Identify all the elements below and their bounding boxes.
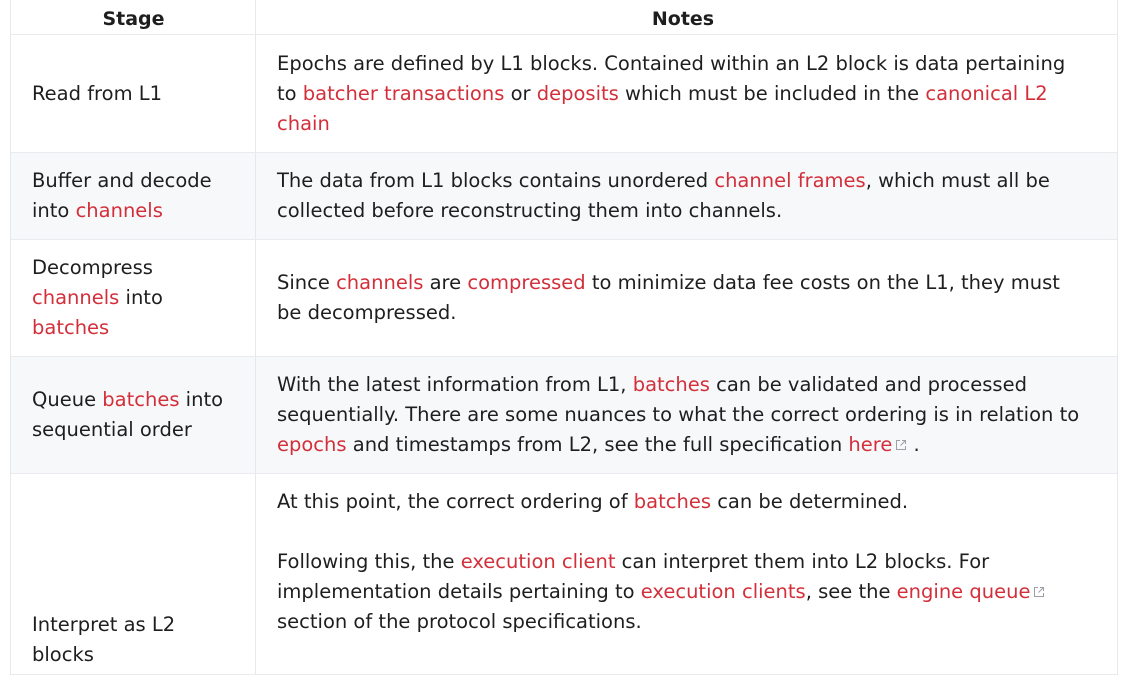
notes-paragraph bbox=[277, 268, 1089, 328]
table-row bbox=[11, 35, 1117, 153]
notes-paragraph bbox=[277, 370, 1089, 460]
stage-text bbox=[32, 385, 235, 445]
glossary-link[interactable]: batches bbox=[632, 373, 710, 396]
stage-cell bbox=[11, 240, 256, 356]
text-run: Decompress bbox=[32, 256, 153, 279]
notes-cell bbox=[256, 153, 1117, 239]
text-run: At this point, the correct ordering of bbox=[277, 490, 634, 513]
external-link-icon bbox=[1033, 586, 1045, 598]
text-run: , see the bbox=[805, 580, 897, 603]
text-run: Following this, the bbox=[277, 550, 461, 573]
external-link-wrapper[interactable] bbox=[897, 580, 1046, 603]
stage-cell bbox=[11, 35, 256, 152]
glossary-link[interactable]: canonical L2 chain bbox=[277, 81, 1048, 135]
notes-cell bbox=[256, 474, 1117, 637]
text-run: section of the protocol specifications. bbox=[277, 610, 642, 633]
notes-paragraph bbox=[277, 487, 1089, 517]
glossary-link[interactable]: batches bbox=[32, 316, 110, 339]
stage-text bbox=[32, 253, 235, 343]
text-run: Since bbox=[277, 271, 337, 294]
stage-text bbox=[32, 79, 162, 109]
text-run: Interpret as L2 blocks bbox=[32, 613, 176, 666]
text-run: can interpret them into L2 blocks. For implementation details pertaining to bbox=[277, 550, 990, 603]
glossary-link[interactable]: batches bbox=[102, 388, 180, 411]
glossary-link[interactable]: channel frames bbox=[714, 169, 866, 192]
text-run: to minimize data fee costs on the L1, they must be decompressed. bbox=[277, 271, 1060, 324]
external-link-wrapper[interactable] bbox=[848, 433, 907, 456]
glossary-link[interactable]: execution clients bbox=[640, 580, 806, 603]
text-run: into sequential order bbox=[32, 388, 224, 441]
table-row bbox=[11, 357, 1117, 474]
text-run: which must be included in the bbox=[618, 81, 926, 105]
notes-paragraph bbox=[277, 49, 1089, 139]
glossary-link[interactable]: deposits bbox=[536, 81, 619, 105]
text-run: can be determined. bbox=[711, 490, 909, 513]
notes-cell bbox=[256, 35, 1117, 152]
text-run: Epochs are defined by L1 blocks. Contained within an L2 block is data pertaining to bbox=[277, 51, 1066, 105]
stage-text bbox=[32, 610, 235, 670]
text-run: can be validated and processed sequentially. There are some nuances to what the correct ordering is in relation to bbox=[277, 373, 1080, 426]
glossary-link[interactable]: channels bbox=[32, 286, 120, 309]
notes-cell bbox=[256, 357, 1117, 473]
glossary-link[interactable]: batcher transactions bbox=[302, 81, 505, 105]
text-run: are bbox=[423, 271, 468, 294]
text-run: , which must all be collected before reconstructing them into channels. bbox=[277, 169, 1050, 222]
glossary-link[interactable]: execution client bbox=[460, 550, 616, 573]
glossary-link[interactable]: epochs bbox=[277, 433, 347, 456]
column-header-notes: Notes bbox=[651, 8, 715, 30]
stage-cell bbox=[11, 153, 256, 239]
text-run: With the latest information from L1, bbox=[277, 373, 633, 396]
glossary-link[interactable]: channels bbox=[336, 271, 424, 294]
pipeline-table bbox=[10, 0, 1118, 675]
stage-text bbox=[32, 166, 235, 226]
stage-cell bbox=[11, 357, 256, 473]
notes-cell bbox=[256, 240, 1117, 356]
glossary-link[interactable]: channels bbox=[75, 199, 163, 222]
table-row bbox=[11, 240, 1117, 357]
external-link-text[interactable]: here bbox=[848, 433, 893, 456]
table-header bbox=[11, 0, 1117, 35]
text-run: and timestamps from L2, see the full specification bbox=[346, 433, 849, 456]
external-link-icon bbox=[895, 439, 907, 451]
text-run: . bbox=[907, 433, 920, 456]
table-row bbox=[11, 474, 1117, 675]
text-run: or bbox=[504, 81, 537, 105]
text-run: Buffer and decode into bbox=[32, 169, 212, 222]
text-run: into bbox=[119, 286, 163, 309]
text-run: The data from L1 blocks contains unordered bbox=[277, 169, 715, 192]
column-header-stage: Stage bbox=[11, 0, 256, 34]
glossary-link[interactable]: batches bbox=[633, 490, 711, 513]
stage-cell bbox=[11, 474, 256, 674]
table-row bbox=[11, 153, 1117, 240]
text-run: Read from L1 bbox=[32, 81, 163, 105]
text-run: Queue bbox=[32, 388, 103, 411]
notes-paragraph bbox=[277, 166, 1089, 226]
glossary-link[interactable]: compressed bbox=[467, 271, 586, 294]
external-link-text[interactable]: engine queue bbox=[896, 580, 1031, 603]
